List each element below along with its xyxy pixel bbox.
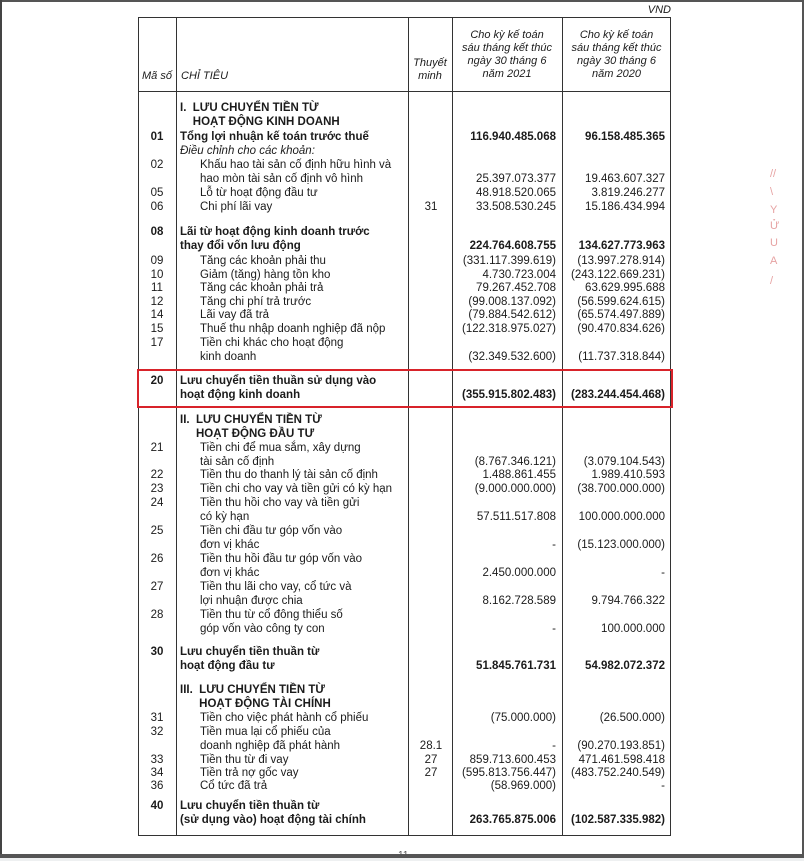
value-2021: 33.508.530.245 [476,201,556,213]
value-2020: (102.587.335.982) [571,814,665,826]
frame-left [0,0,2,858]
value-2020: 19.463.607.327 [585,173,665,185]
row-code: 12 [150,296,164,308]
value-2020: (90.470.834.626) [577,323,665,335]
row-description [200,281,323,295]
row-code: 24 [150,497,164,509]
value-2020: (13.997.278.914) [577,255,665,267]
row-description [200,295,311,309]
row-code: 34 [150,767,164,779]
row-description-line: kinh doanh [200,351,257,363]
row-description [180,683,331,711]
row-description [200,766,299,780]
row-description [180,144,315,158]
value-2020: (483.752.240.549) [571,767,665,779]
header-2021-line: sáu tháng kết thúc [462,42,552,54]
row-description [180,225,370,253]
margin-stamp: U [770,237,778,249]
row-description-line: HOẠT ĐỘNG TÀI CHÍNH [180,698,331,710]
value-2021: 224.764.608.755 [469,240,556,252]
row-description-line: Giảm (tăng) hàng tồn kho [200,269,331,281]
value-2020: 1.989.410.593 [591,469,665,481]
row-description [200,711,368,725]
value-2020: (3.079.104.543) [583,456,665,468]
row-description-line: đơn vị khác [200,539,260,551]
row-code: 31 [150,712,164,724]
value-2021: (8.767.346.121) [474,456,556,468]
row-code: 02 [150,159,164,171]
table-row [138,200,671,214]
header-code: Mã số [142,70,172,82]
row-code: 09 [150,255,164,267]
value-2020: 15.186.434.994 [585,201,665,213]
value-2021: - [552,623,556,635]
row-description-line: đơn vị khác [200,567,260,579]
row-description-line: Tiền cho việc phát hành cổ phiếu [200,712,369,724]
row-description-line: I. LƯU CHUYỂN TIỀN TỪ [180,102,319,114]
table-row [138,779,671,793]
row-description-line: Thuế thu nhập doanh nghiệp đã nộp [200,323,386,335]
value-2021: (331.117.399.619) [462,255,556,267]
header-2021-line: ngày 30 tháng 6 [467,55,547,67]
row-description [200,268,330,282]
table-row [138,753,671,767]
row-description-line: Tăng các khoản phải thu [200,255,326,267]
table-row [138,725,671,753]
value-2021: 4.730.723.004 [482,269,556,281]
value-2021: (9.000.000.000) [474,483,556,495]
table-row [138,413,671,441]
row-description-line: III. LƯU CHUYỂN TIỀN TỪ [180,684,325,696]
row-description [200,725,340,753]
row-description [200,336,343,364]
value-2020: - [661,780,665,792]
highlight-box [137,369,673,408]
row-note: 28.1 [419,740,443,752]
value-2021: (58.969.000) [490,780,556,792]
table-row [138,268,671,282]
table-row [138,482,671,496]
value-2020: 100.000.000.000 [578,511,665,523]
row-code: 23 [150,483,164,495]
value-2021: (595.813.756.447) [462,767,556,779]
header-note-line: minh [418,70,442,82]
header-item: CHỈ TIÊU [181,70,229,82]
row-code: 15 [150,323,164,335]
value-2020: (283.244.454.468) [571,389,665,401]
value-2021: - [552,740,556,752]
margin-stamp: \ [770,186,774,198]
row-code: 36 [150,780,164,792]
table-row [138,144,671,158]
row-description-line: hoạt động đầu tư [180,660,275,672]
row-description-line: Tiền trả nợ gốc vay [200,767,299,779]
value-2020: (65.574.497.889) [577,309,665,321]
row-description [180,130,369,144]
value-2020: (38.700.000.000) [577,483,665,495]
row-description-line: Khấu hao tài sản cố định hữu hình và [200,159,392,171]
row-description-line: Tiền chi đầu tư góp vốn vào [200,525,343,537]
table-row [138,608,671,636]
row-description [180,101,340,129]
table-row [138,254,671,268]
row-description-line: thay đổi vốn lưu động [180,240,301,252]
row-description-line: Lưu chuyển tiền thuần sử dụng vào [180,375,377,387]
value-2021: (99.008.137.092) [468,296,556,308]
row-description-line: Tiền thu hồi đầu tư góp vốn vào [200,553,362,565]
table-row [138,281,671,295]
value-2020: 9.794.766.322 [591,595,665,607]
row-description-line: hao mòn tài sản cố định vô hình [200,173,364,185]
row-code: 22 [150,469,164,481]
row-code: 32 [150,726,164,738]
page-number: 11 [398,850,409,861]
header-2021-line: Cho kỳ kế toán [470,29,544,41]
value-2020: 96.158.485.365 [585,131,665,143]
table-row [138,683,671,711]
value-2021: - [552,539,556,551]
header-period-2020 [562,29,671,81]
row-description [180,413,322,441]
table-row [138,225,671,253]
row-description [200,158,391,186]
row-description-line: Tiền thu từ đi vay [200,754,289,766]
row-description [200,441,361,469]
row-description-line: Lưu chuyển tiền thuần từ [180,646,320,658]
frame-top [0,0,804,2]
row-description [200,608,343,636]
row-code: 27 [150,581,164,593]
row-description-line: Tiền chi khác cho hoạt động [200,337,344,349]
value-2020: (15.123.000.000) [577,539,665,551]
value-2021: 79.267.452.708 [476,282,556,294]
row-description [200,496,359,524]
row-description-line: Điều chỉnh cho các khoản: [180,145,315,157]
header-2020-line: Cho kỳ kế toán [579,29,654,41]
row-description-line: Tăng các khoản phải trả [200,282,324,294]
row-description-line: Tổng lợi nhuận kế toán trước thuế [180,131,369,143]
table-row [138,524,671,552]
row-description-line: Tiền thu hồi cho vay và tiền gửi [200,497,360,509]
value-2020: 63.629.995.688 [585,282,665,294]
table-row [138,295,671,309]
value-2021: (32.349.532.600) [468,351,556,363]
row-description-line: Cổ tức đã trả [200,780,268,792]
row-note: 31 [424,201,438,213]
row-description-line: có kỳ hạn [200,511,250,523]
header-note [408,57,452,83]
row-description-line: Tiền mua lại cổ phiếu của [200,726,331,738]
table-row [138,441,671,469]
row-description [200,552,362,580]
header-2020-line: sáu tháng kết thúc [571,42,662,54]
row-code: 30 [150,646,164,658]
value-2020: 100.000.000 [601,623,665,635]
row-description-line: Tiền thu do thanh lý tài sản cố định [200,469,378,481]
row-description [200,482,392,496]
row-note: 27 [424,754,438,766]
row-code: 40 [150,800,164,812]
value-2021: (122.318.975.027) [462,323,556,335]
row-description-line: HOẠT ĐỘNG KINH DOANH [180,116,340,128]
value-2021: 263.765.875.006 [469,814,556,826]
row-description-line: Lưu chuyển tiền thuần từ [180,800,320,812]
table-row [138,130,671,144]
margin-stamp: // [770,168,777,180]
table-row [138,336,671,364]
table-row [138,711,671,725]
value-2021: 25.397.073.377 [476,173,556,185]
row-description [200,580,352,608]
currency-label: VND [647,4,671,16]
margin-stamp: Y [770,204,778,216]
value-2021: 1.488.861.455 [482,469,556,481]
table-row [138,799,671,827]
row-description-line: Lãi từ hoạt động kinh doanh trước [180,226,370,238]
row-code: 10 [150,269,164,281]
row-description-line: Lỗ từ hoạt động đầu tư [200,187,318,199]
value-2020: - [661,567,665,579]
row-description-line: II. LƯU CHUYỂN TIỀN TỪ [180,414,322,426]
table-row [138,101,671,129]
header-period-2021 [452,29,562,81]
table-row [138,552,671,580]
table-row [138,496,671,524]
value-2020: 471.461.598.418 [578,754,665,766]
row-code: 28 [150,609,164,621]
row-description-line: Tiền chi cho vay và tiền gửi có kỳ hạn [200,483,393,495]
header-separator [138,91,671,92]
value-2020: (90.270.193.851) [577,740,665,752]
value-2021: 859.713.600.453 [469,754,556,766]
row-code: 25 [150,525,164,537]
value-2021: 51.845.761.731 [476,660,556,672]
row-code: 05 [150,187,164,199]
value-2020: (26.500.000) [599,712,665,724]
table-row [138,766,671,780]
row-description [200,254,326,268]
table-row [138,308,671,322]
row-description [200,779,267,793]
row-code: 33 [150,754,164,766]
margin-stamp: A [770,255,778,267]
value-2021: (79.884.542.612) [468,309,556,321]
row-code: 26 [150,553,164,565]
table-row [138,186,671,200]
table-row [138,322,671,336]
row-code: 08 [150,226,164,238]
value-2021: 57.511.517.808 [476,511,556,523]
row-code: 11 [151,282,163,294]
row-description-line: tài sản cố định [200,456,275,468]
row-description [200,308,269,322]
row-code: 01 [150,131,164,143]
row-description [200,322,385,336]
value-2020: 134.627.773.963 [578,240,665,252]
table-row [138,158,671,186]
value-2020: (243.122.669.231) [571,269,665,281]
row-description-line: Chi phí lãi vay [200,201,273,213]
margin-stamp: Ử [770,220,780,232]
row-description-line: Tăng chi phí trả trước [200,296,312,308]
value-2020: (11.737.318.844) [578,351,665,363]
value-2020: (56.599.624.615) [577,296,665,308]
row-description [200,186,318,200]
header-2020-line: ngày 30 tháng 6 [577,55,656,67]
row-code: 20 [150,375,164,387]
row-description-line: Tiền thu từ cổ đông thiểu số [200,609,343,621]
row-code: 21 [150,442,164,454]
value-2021: 2.450.000.000 [482,567,556,579]
row-description [180,645,319,673]
row-description-line: Lãi vay đã trả [200,309,270,321]
value-2020: 54.982.072.372 [585,660,665,672]
value-2021: (355.915.802.483) [462,389,556,401]
row-description [200,200,272,214]
row-code: 06 [150,201,164,213]
row-description-line: lợi nhuận được chia [200,595,303,607]
header-note-line: Thuyết [413,57,447,69]
table-row [138,468,671,482]
table-row [138,645,671,673]
header-2021-line: năm 2021 [482,68,532,80]
row-description-line: doanh nghiệp đã phát hành [200,740,341,752]
value-2021: (75.000.000) [490,712,556,724]
row-code: 17 [150,337,164,349]
margin-stamp: / [770,275,774,287]
value-2021: 48.918.520.065 [476,187,556,199]
row-description [200,468,378,482]
row-code: 14 [150,309,164,321]
row-description-line: HOẠT ĐỘNG ĐẦU TƯ [180,428,315,440]
row-description-line: hoạt động kinh doanh [180,389,301,401]
value-2020: 3.819.246.277 [591,187,665,199]
row-note: 27 [424,767,438,779]
table-row [138,580,671,608]
row-description-line: Tiền thu lãi cho vay, cổ tức và [200,581,352,593]
header-2020-line: năm 2020 [592,68,641,80]
row-description [180,799,366,827]
row-description-line: (sử dụng vào) hoạt động tài chính [180,814,366,826]
row-description-line: Tiền chi để mua sắm, xây dựng [200,442,361,454]
row-description [200,753,288,767]
value-2021: 8.162.728.589 [482,595,556,607]
row-description [200,524,342,552]
row-description-line: góp vốn vào công ty con [200,623,325,635]
value-2021: 116.940.485.068 [470,131,556,143]
